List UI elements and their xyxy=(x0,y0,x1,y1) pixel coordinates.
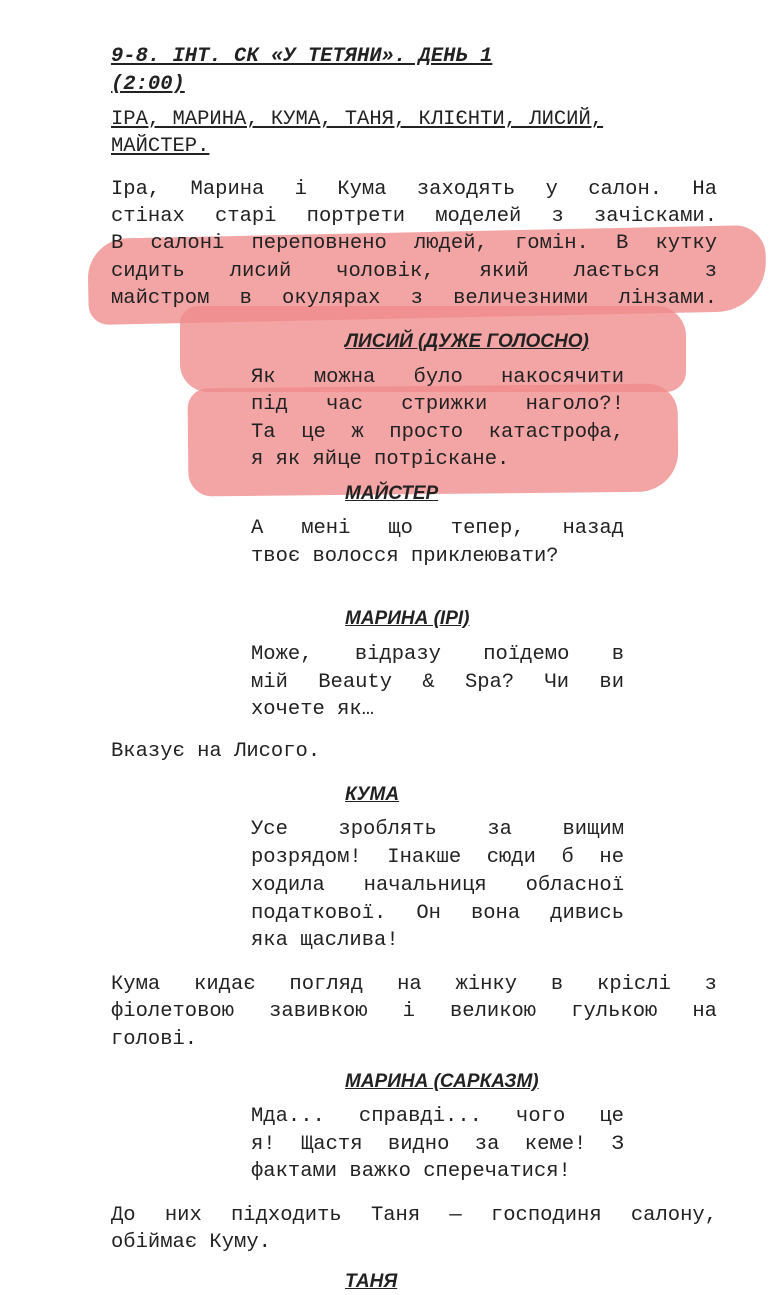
action-line: фіолетовою завивкою і великою гулькою на xyxy=(111,1000,717,1023)
action-line: Кума кидає погляд на жінку в кріслі з xyxy=(111,973,717,996)
dialogue-line: Може, відразу поїдемо в xyxy=(251,643,624,666)
action-line: До них підходить Таня — господиня салону, xyxy=(111,1204,717,1227)
character-cue: ТАНЯ xyxy=(345,1271,398,1292)
dialogue-line: яка щаслива! xyxy=(251,929,399,952)
dialogue-line: Мда... справді... чого це xyxy=(251,1105,624,1128)
dialogue-line: хочете як… xyxy=(251,698,375,721)
action-line: голові. xyxy=(111,1028,198,1051)
dialogue-line: я! Щастя видно за кеме! З xyxy=(251,1133,624,1156)
action-line: стінах старі портрети моделей з зачісками. xyxy=(111,205,717,228)
dialogue-line: податкової. Он вона дивись xyxy=(251,902,624,925)
scene-heading: 9-8. ІНТ. СК «У ТЕТЯНИ». ДЕНЬ 1 xyxy=(111,45,493,68)
dialogue-line: твоє волосся приклеювати? xyxy=(251,545,559,568)
character-cue: МАРИНА (ІРІ) xyxy=(345,608,470,629)
dialogue-line: Та це ж просто катастрофа, xyxy=(251,421,624,444)
character-cue: МАРИНА (САРКАЗМ) xyxy=(345,1071,539,1092)
action-line: В салоні переповнено людей, гомін. В кутку xyxy=(111,232,717,255)
action-line: обіймає Куму. xyxy=(111,1231,271,1254)
dialogue-line: Як можна було накосячити xyxy=(251,366,624,389)
dialogue-line: ходила начальниця обласної xyxy=(251,874,624,897)
action-line: майстром в окулярах з величезними лінзами. xyxy=(111,287,717,310)
dialogue-line: А мені що тепер, назад xyxy=(251,517,624,540)
action-line: Вказує на Лисого. xyxy=(111,740,321,763)
character-cue: МАЙСТЕР xyxy=(345,483,439,504)
action-line: Іра, Марина і Кума заходять у салон. На xyxy=(111,178,717,201)
scene-heading-time: (2:00) xyxy=(111,73,185,96)
dialogue-line: Усе зроблять за вищим xyxy=(251,818,624,841)
dialogue-line: мій Beauty & Spa? Чи ви xyxy=(251,671,624,694)
characters-line: ІРА, МАРИНА, КУМА, ТАНЯ, КЛІЄНТИ, ЛИСИЙ, xyxy=(111,108,604,131)
action-line: сидить лисий чоловік, який лається з xyxy=(111,260,717,283)
dialogue-line: я як яйце потріскане. xyxy=(251,448,510,471)
character-cue: ЛИСИЙ (ДУЖЕ ГОЛОСНО) xyxy=(345,331,589,352)
dialogue-line: під час стрижки наголо?! xyxy=(251,393,624,416)
characters-line: МАЙСТЕР. xyxy=(111,135,210,158)
dialogue-line: фактами важко сперечатися! xyxy=(251,1160,571,1183)
dialogue-line: розрядом! Інакше сюди б не xyxy=(251,846,624,869)
character-cue: КУМА xyxy=(345,784,400,805)
